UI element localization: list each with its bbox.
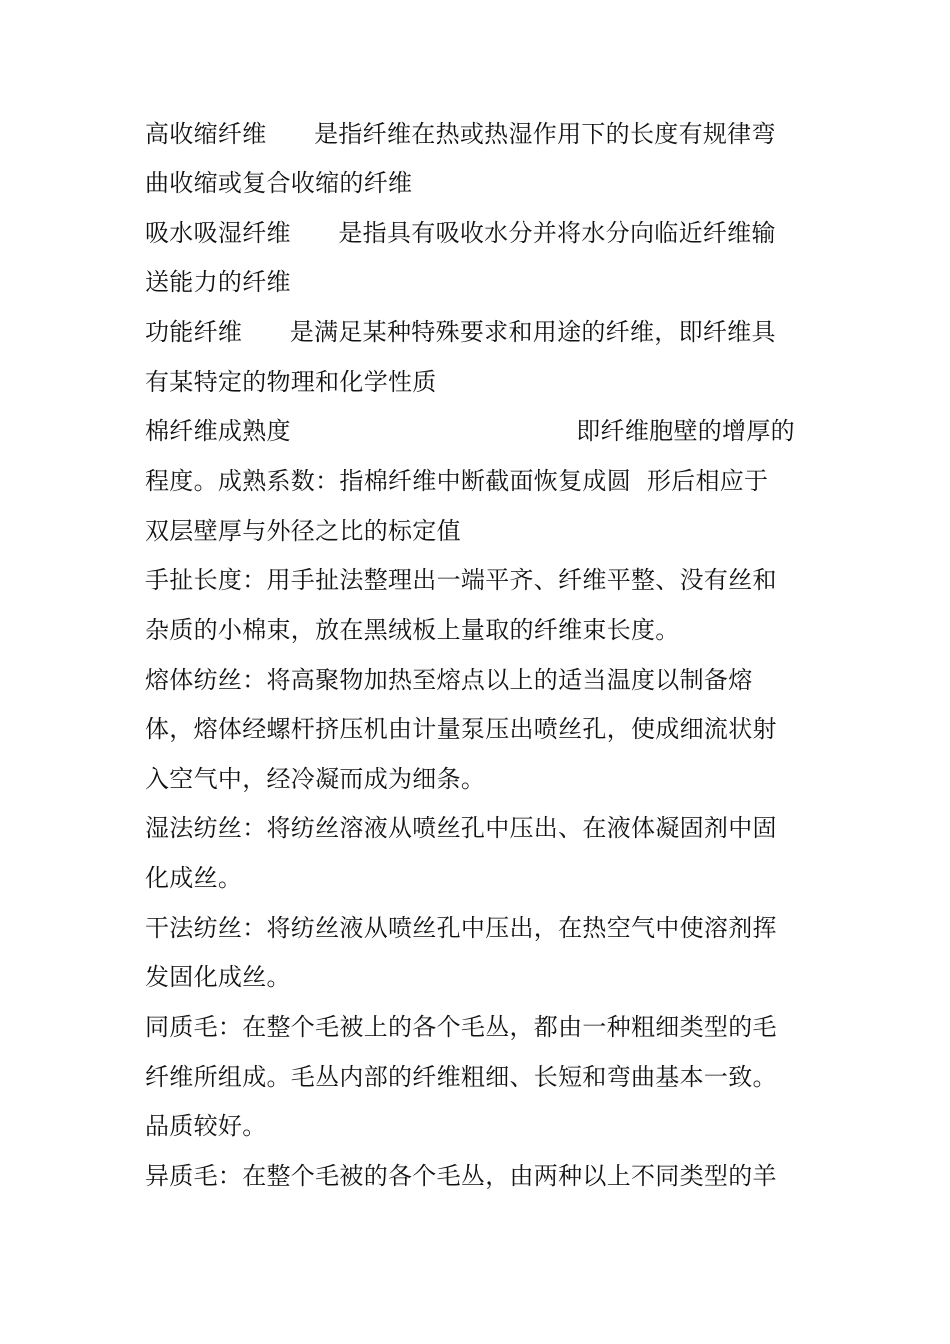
text-line: 入空气中，经冷凝而成为细条。 xyxy=(145,765,486,793)
text-line: 品质较好。 xyxy=(145,1112,267,1140)
text-line: 功能纤维 是满足某种特殊要求和用途的纤维，即纤维具 xyxy=(145,318,776,346)
text-line: 纤维所组成。毛丛内部的纤维粗细、长短和弯曲基本一致。 xyxy=(145,1063,777,1091)
text-line: 高收缩纤维 是指纤维在热或热湿作用下的长度有规律弯 xyxy=(145,120,776,148)
text-line: 同质毛：在整个毛被上的各个毛丛，都由一种粗细类型的毛 xyxy=(145,1013,777,1041)
text-line: 体，熔体经螺杆挤压机由计量泵压出喷丝孔，使成细流状射 xyxy=(145,715,777,743)
text-line: 化成丝。 xyxy=(145,864,243,892)
text-line: 棉纤维成熟度 即纤维胞壁的增厚的 xyxy=(145,417,795,445)
text-line: 双层壁厚与外径之比的标定值 xyxy=(145,517,461,545)
text-line: 干法纺丝：将纺丝液从喷丝孔中压出，在热空气中使溶剂挥 xyxy=(145,914,777,942)
text-line: 手扯长度：用手扯法整理出一端平齐、纤维平整、没有丝和 xyxy=(145,566,777,594)
text-line: 熔体纺丝：将高聚物加热至熔点以上的适当温度以制备熔 xyxy=(145,666,753,694)
text-line: 送能力的纤维 xyxy=(145,268,291,296)
text-line: 有某特定的物理和化学性质 xyxy=(145,368,437,396)
text-line: 湿法纺丝：将纺丝溶液从喷丝孔中压出、在液体凝固剂中固 xyxy=(145,814,777,842)
text-line: 杂质的小棉束，放在黑绒板上量取的纤维束长度。 xyxy=(145,616,680,644)
text-line: 吸水吸湿纤维 是指具有吸收水分并将水分向临近纤维输 xyxy=(145,219,776,247)
text-line: 程度。成熟系数：指棉纤维中断截面恢复成圆 形后相应于 xyxy=(145,467,769,495)
text-line: 曲收缩或复合收缩的纤维 xyxy=(145,169,413,197)
text-line: 发固化成丝。 xyxy=(145,963,291,991)
text-line: 异质毛：在整个毛被的各个毛丛，由两种以上不同类型的羊 xyxy=(145,1162,777,1190)
